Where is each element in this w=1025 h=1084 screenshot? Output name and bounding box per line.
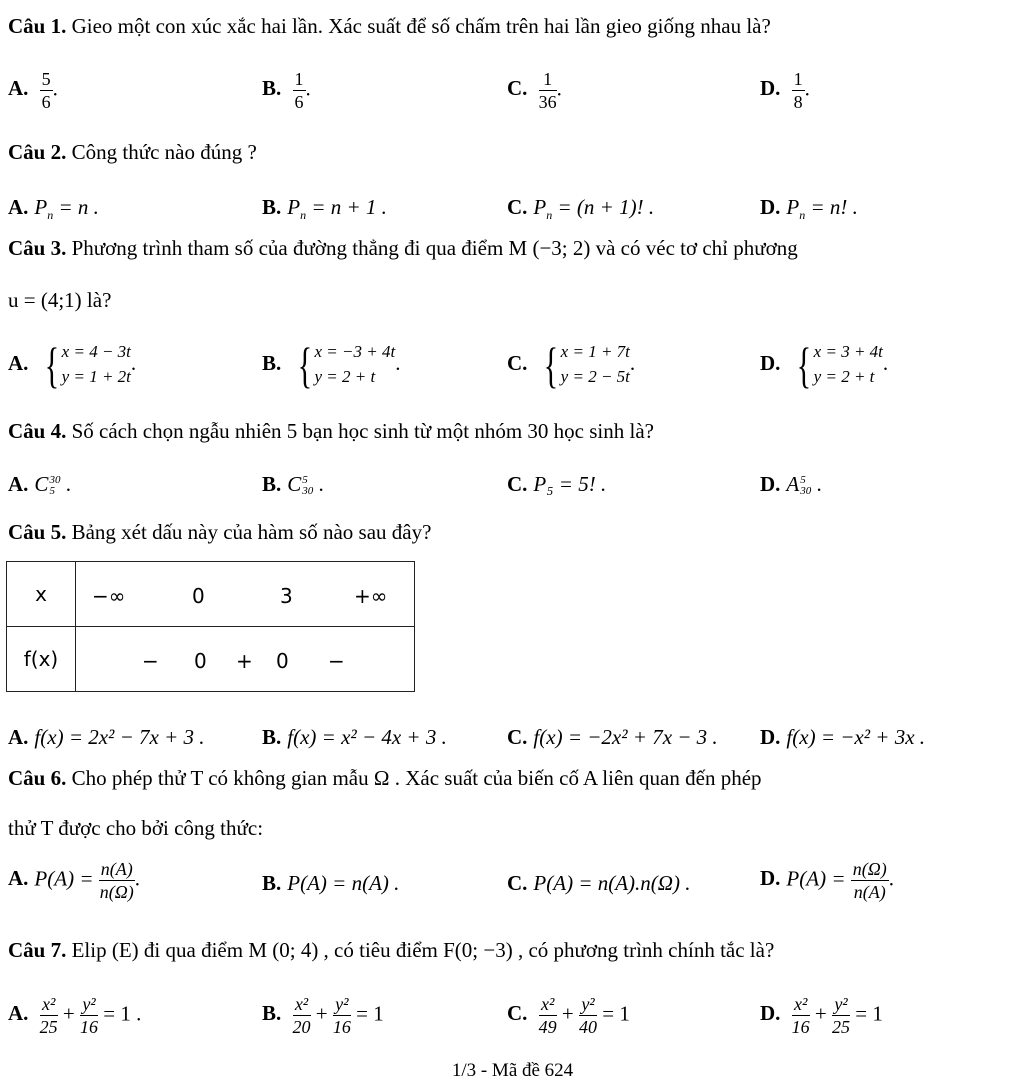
q7-option-d[interactable]: D. $\frac{\text{x²}}{16}$ + $\frac{\text{y²}}{25}$ = 1 xyxy=(760,994,883,1037)
sign-table-fx-header: f(x) xyxy=(7,627,76,692)
q1-option-b[interactable]: B. $\frac{1}{6}$ . xyxy=(262,69,311,112)
q7-option-a[interactable]: A. $\frac{\text{x²}}{25}$ + $\frac{\text{y²}}{16}$ = 1 . xyxy=(8,994,142,1037)
equation-system: { x = 1 + 7t y = 2 − 5t xyxy=(543,337,630,393)
q3-option-d[interactable]: D. { x = 3 + 4t y = 2 + t . xyxy=(760,337,889,393)
question-2 xyxy=(8,142,257,163)
question-2-label: Câu 2. xyxy=(8,140,67,164)
sign-value: 0 xyxy=(194,649,207,673)
question-6-label: Câu 6. xyxy=(8,766,67,790)
q1-option-d[interactable]: D. $\frac{1}{8}$ . xyxy=(760,69,810,112)
question-7 xyxy=(8,940,774,961)
equation-system: { x = 4 − 3t y = 1 + 2t xyxy=(44,337,131,393)
equation-system: { x = 3 + 4t y = 2 + t xyxy=(796,337,883,393)
q6-option-b[interactable]: B. P(A) = n(A) . xyxy=(262,871,400,895)
question-3 xyxy=(8,238,798,259)
question-5 xyxy=(8,522,431,543)
q7-option-c[interactable]: C. $\frac{\text{x²}}{49}$ + $\frac{\text{y²}}{40}$ = 1 xyxy=(507,994,630,1037)
question-4-text: Số cách chọn ngẫu nhiên 5 bạn học sinh từ một nhóm 30 học sinh là? xyxy=(71,419,654,443)
x-value: 0 xyxy=(192,584,205,608)
q5-option-c[interactable]: C. f(x) = −2x² + 7x − 3 . xyxy=(507,725,718,749)
question-1-label: Câu 1. xyxy=(8,14,67,38)
sign-value: − xyxy=(142,649,159,673)
question-3-label: Câu 3. xyxy=(8,236,67,260)
fraction: $\frac{1}{36}$ xyxy=(538,69,557,112)
q5-option-a[interactable]: A. f(x) = 2x² − 7x + 3 . xyxy=(8,725,205,749)
fraction: $\frac{1}{6}$ xyxy=(294,69,304,112)
fraction: $\frac{n(\Omega)}{n(A)}$ xyxy=(852,859,887,902)
x-value: −∞ xyxy=(92,584,126,608)
q4-option-b[interactable]: B. C 5 30 . xyxy=(262,472,324,498)
q4-option-a[interactable]: A. C 30 5 . xyxy=(8,472,71,498)
sign-value: 0 xyxy=(276,649,289,673)
q3-option-a[interactable]: A. { x = 4 − 3t y = 1 + 2t . xyxy=(8,337,137,393)
question-2-text: Công thức nào đúng ? xyxy=(71,140,257,164)
q1-option-a[interactable]: A. $\frac{5}{6}$ . xyxy=(8,69,58,112)
q5-option-b[interactable]: B. f(x) = x² − 4x + 3 . xyxy=(262,725,447,749)
q3-option-b[interactable]: B. { x = −3 + 4t y = 2 + t . xyxy=(262,337,401,393)
question-7-text: Elip (E) đi qua điểm M (0; 4) , có tiêu điểm F(0; −3) , có phương trình chính tắc là? xyxy=(71,938,775,962)
q1-option-c[interactable]: C. $\frac{1}{36}$ . xyxy=(507,69,562,112)
x-value: 3 xyxy=(280,584,293,608)
question-3-text: Phương trình tham số của đường thẳng đi qua điểm M (−3; 2) và có véc tơ chỉ phương xyxy=(71,236,798,260)
equation-system: { x = −3 + 4t y = 2 + t xyxy=(297,337,396,393)
sign-table-x-header: x xyxy=(7,562,76,627)
question-1 xyxy=(8,16,771,37)
question-6-text-line2: thử T được cho bởi công thức: xyxy=(8,816,264,840)
question-3-text-line2: u = (4;1) là? xyxy=(8,288,112,312)
page-footer: 1/3 - Mã đề 624 xyxy=(451,1060,574,1081)
q2-option-d[interactable]: D. $P_n = n$! . xyxy=(760,195,858,223)
q6-option-d[interactable]: D. P(A) = $\frac{n(\Omega)}{n(A)}$ . xyxy=(760,859,894,902)
question-6-text: Cho phép thử T có không gian mẫu Ω . Xác suất của biến cố A liên quan đến phép xyxy=(71,766,762,790)
x-value: +∞ xyxy=(354,584,388,608)
question-1-text: Gieo một con xúc xắc hai lần. Xác suất để số chấm trên hai lần gieo giống nhau là? xyxy=(71,14,771,38)
q6-option-c[interactable]: C. P(A) = n(A).n(Ω) . xyxy=(507,871,691,895)
question-4-label: Câu 4. xyxy=(8,419,67,443)
q2-option-a[interactable]: A. $P_n = n$ . xyxy=(8,195,99,223)
question-5-label: Câu 5. xyxy=(8,520,67,544)
q2-option-b[interactable]: B. $P_n = n + 1$ . xyxy=(262,195,387,223)
q3-option-c[interactable]: C. { x = 1 + 7t y = 2 − 5t . xyxy=(507,337,636,393)
fraction: $\frac{n(A)}{n(\Omega)}$ xyxy=(99,859,134,902)
question-4 xyxy=(8,421,654,442)
sign-value: − xyxy=(328,649,345,673)
sign-value: + xyxy=(236,649,253,673)
q4-option-d[interactable]: D. A 5 30 . xyxy=(760,472,822,498)
fraction: $\frac{5}{6}$ xyxy=(41,69,51,112)
q6-option-a[interactable]: A. P(A) = $\frac{n(A)}{n(\Omega)}$ . xyxy=(8,859,140,902)
q7-option-b[interactable]: B. $\frac{\text{x²}}{20}$ + $\frac{\text{y²}}{16}$ = 1 xyxy=(262,994,384,1037)
question-5-text: Bảng xét dấu này của hàm số nào sau đây? xyxy=(71,520,432,544)
q5-option-d[interactable]: D. f(x) = −x² + 3x . xyxy=(760,725,926,749)
q4-option-c[interactable]: C. P₅ = 5! . xyxy=(507,472,607,496)
question-6 xyxy=(8,768,762,789)
sign-table xyxy=(6,561,415,692)
q2-option-c[interactable]: C. $P_n = (n + 1)$! . xyxy=(507,195,655,223)
fraction: $\frac{1}{8}$ xyxy=(793,69,803,112)
question-7-label: Câu 7. xyxy=(8,938,67,962)
